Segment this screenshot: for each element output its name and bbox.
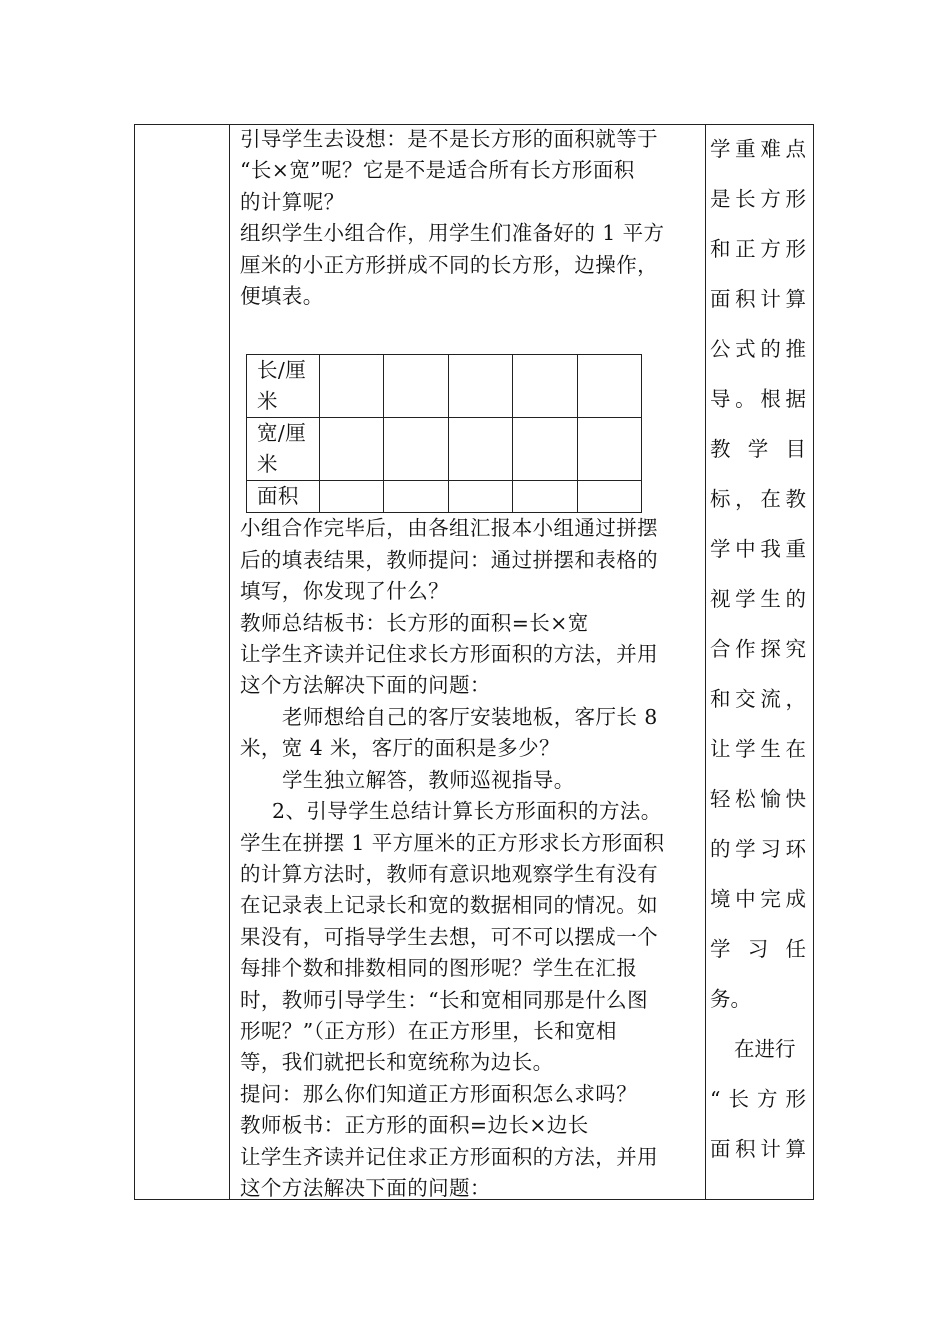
spacer [240,312,698,354]
text-line: 让学生齐读并记住求长方形面积的方法，并用 [240,642,658,667]
side-line: 务。 [710,987,751,1011]
text-line: 每排个数和排数相同的图形呢？学生在汇报 [240,956,638,981]
side-line: 和正方形 [710,237,806,261]
side-line: 导。根据 [710,387,806,411]
row-header-area: 面积 [247,481,320,513]
record-table [246,354,642,513]
teaching-process-cell [240,124,698,1204]
text-line: 这个方法解决下面的问题： [240,673,491,698]
problem-line: 老师想给自己的客厅安装地板，客厅长 8 [282,704,658,729]
text-line: 教师板书：正方形的面积=边长×边长 [240,1113,589,1138]
side-line: 是长方形 [710,187,806,211]
text-line: 这个方法解决下面的问题： [240,1175,491,1200]
table-cell [448,418,512,481]
text-line: 等，我们就把长和宽统称为边长。 [240,1050,554,1075]
text-line: 引导学生去设想：是不是长方形的面积就等于 [240,127,658,151]
side-line: 面积计算 [710,1137,806,1161]
side-line: 的学习环 [710,837,806,861]
table-row-length [247,355,642,418]
design-intent-cell [710,124,806,1174]
side-line: 学中我重 [710,537,806,561]
row-header-length: 长/厘米 [247,355,320,418]
table-row-area [247,481,642,513]
table-cell [448,481,512,513]
text-line: 学生在拼摆 1 平方厘米的正方形求长方形面积 [240,830,665,855]
table-cell [513,418,577,481]
table-cell [448,355,512,418]
table-cell [577,481,641,513]
text-line: 教师总结板书：长方形的面积=长×宽 [240,610,589,635]
side-line: 视学生的 [710,587,806,611]
text-line: 让学生齐读并记住求正方形面积的方法，并用 [240,1144,658,1169]
table-cell [320,355,384,418]
side-line: 公式的推 [710,337,806,361]
table-cell [513,481,577,513]
side-line: 合作探究 [710,637,806,661]
text-line: “长×宽”呢？它是不是适合所有长方形面积 [240,158,635,183]
table-cell [577,355,641,418]
step-heading: 2、引导学生总结计算长方形面积的方法。 [272,799,662,824]
side-line: 标，在教 [710,487,806,511]
side-line: 境中完成 [710,887,806,911]
side-line: 教 学 目 [710,437,806,461]
side-line: 让学生在 [710,737,806,761]
table-cell [513,355,577,418]
side-line: 轻松愉快 [710,787,806,811]
problem-line: 米，宽 4 米，客厅的面积是多少？ [240,736,560,761]
text-line: 时，教师引导学生：“长和宽相同那是什么图 [240,987,648,1012]
text-line: 形呢？”（正方形）在正方形里，长和宽相 [240,1018,617,1043]
text-line: 的计算方法时，教师有意识地观察学生有没有 [240,861,658,886]
table-cell [384,481,448,513]
table-cell [384,418,448,481]
side-line: 和交流， [710,687,806,711]
column-divider-left [229,125,230,1199]
table-cell [320,481,384,513]
column-divider-right [705,125,706,1199]
row-header-width: 宽/厘米 [247,418,320,481]
text-line: 果没有，可指导学生去想，可不可以摆成一个 [240,924,658,949]
side-line: 在进行 [734,1037,796,1061]
text-line: 学生独立解答，教师巡视指导。 [282,767,575,792]
text-line: 后的填表结果，教师提问：通过拼摆和表格的 [240,547,658,572]
side-line: 学 习 任 [710,937,806,961]
text-line: 组织学生小组合作，用学生们准备好的 1 平方 [240,221,665,246]
text-line: 小组合作完毕后，由各组汇报本小组通过拼摆 [240,516,658,541]
table-cell [577,418,641,481]
text-line: 提问：那么你们知道正方形面积怎么求吗？ [240,1081,638,1106]
text-line: 便填表。 [240,284,324,309]
text-line: 在记录表上记录长和宽的数据相同的情况。如 [240,893,658,918]
text-line: 的计算呢？ [240,189,345,214]
text-line: 填写，你发现了什么？ [240,579,449,604]
table-row-width [247,418,642,481]
table-cell [320,418,384,481]
side-line: 学重难点 [710,137,806,161]
side-line: “长方形 [710,1087,806,1111]
side-line: 面积计算 [710,287,806,311]
table-cell [384,355,448,418]
text-line: 厘米的小正方形拼成不同的长方形，边操作， [240,252,658,277]
